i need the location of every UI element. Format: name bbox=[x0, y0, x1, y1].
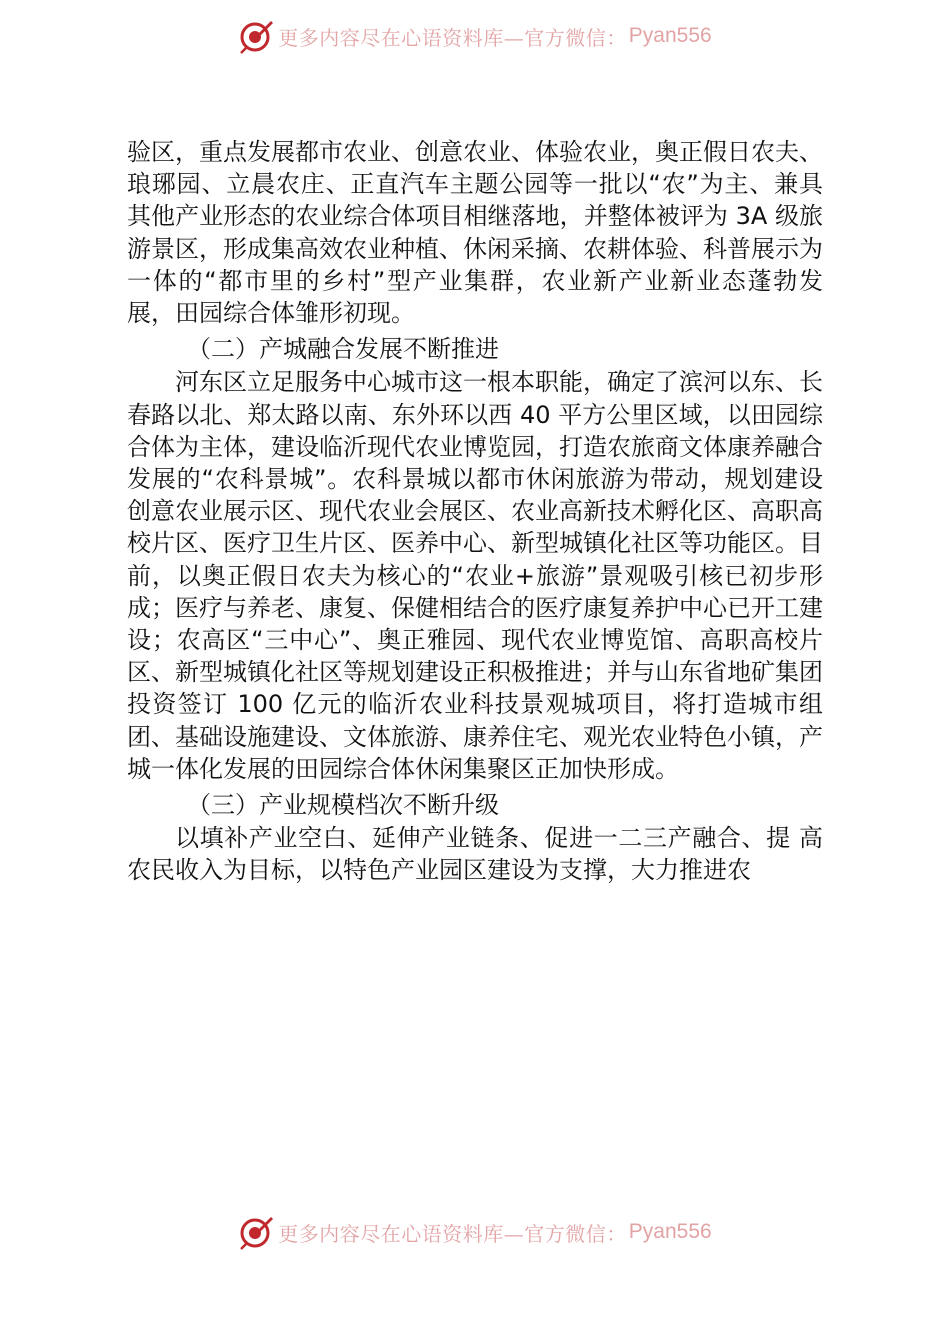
banner-wechat-id: Pyan556 bbox=[628, 1220, 712, 1243]
banner-text: 更多内容尽在心语资料库—官方微信： bbox=[278, 25, 627, 50]
paragraph-2: 河东区立足服务中心城市这一根本职能，确定了滨河以东、长春路以北、郑太路以南、东外环以西 40 平方公里区域，以田园综合体为主体，建设临沂现代农业博览园，打造农旅商文体康养融合发展的“农科景城”。农科景城以都市休闲旅游为带动，规划建设创意农业展示区、现代农业会展区、农业高新技术孵化区、高职高校片区、医疗卫生片区、医养中心、新型城镇化社区等功能区。目前，以奥正假日农夫为核心的“农业+旅游”景观吸引核已初步形成；医疗与养老、康复、保健相结合的医疗康复养护中心已开工建设；农高区“三中心”、奥正雅园、现代农业博览馆、高职高校片区、新型城镇化社区等规划建设正积极推进；并与山东省地矿集团投资签订 100 亿元的临沂农业科技景观城项目，将打造城市组团、基础设施建设、文体旅游、康养住宅、观光农业特色小镇，产城一体化发展的田园综合体休闲集聚区正加快形成。 bbox=[127, 368, 823, 783]
document-body bbox=[127, 136, 823, 887]
section-heading-2: （二）产城融合发展不断推进 bbox=[187, 335, 499, 364]
top-banner bbox=[0, 16, 950, 56]
pen-nib-logo-icon bbox=[238, 18, 274, 54]
pen-nib-logo-icon bbox=[238, 1214, 274, 1250]
bottom-banner bbox=[0, 1212, 950, 1252]
paragraph-3: 以填补产业空白、延伸产业链条、促进一二三产融合、提 高农民收入为目标，以特色产业园区建设为支撑，大力推进农 bbox=[127, 824, 823, 885]
banner-wechat-id: Pyan556 bbox=[628, 24, 712, 47]
banner-text: 更多内容尽在心语资料库—官方微信： bbox=[278, 1221, 627, 1246]
paragraph-1: 验区，重点发展都市农业、创意农业、体验农业，奥正假日农夫、琅琊园、立晨农庄、正直汽车主题公园等一批以“农”为主、兼具其他产业形态的农业综合体项目相继落地，并整体被评为 3A 级旅游景区，形成集高效农业种植、休闲采摘、农耕体验、科普展示为一体的“都市里的乡村”型产业集群，农业新产业新业态蓬勃发展，田园综合体雏形初现。 bbox=[127, 138, 823, 328]
section-heading-3: （三）产业规模档次不断升级 bbox=[187, 791, 499, 820]
